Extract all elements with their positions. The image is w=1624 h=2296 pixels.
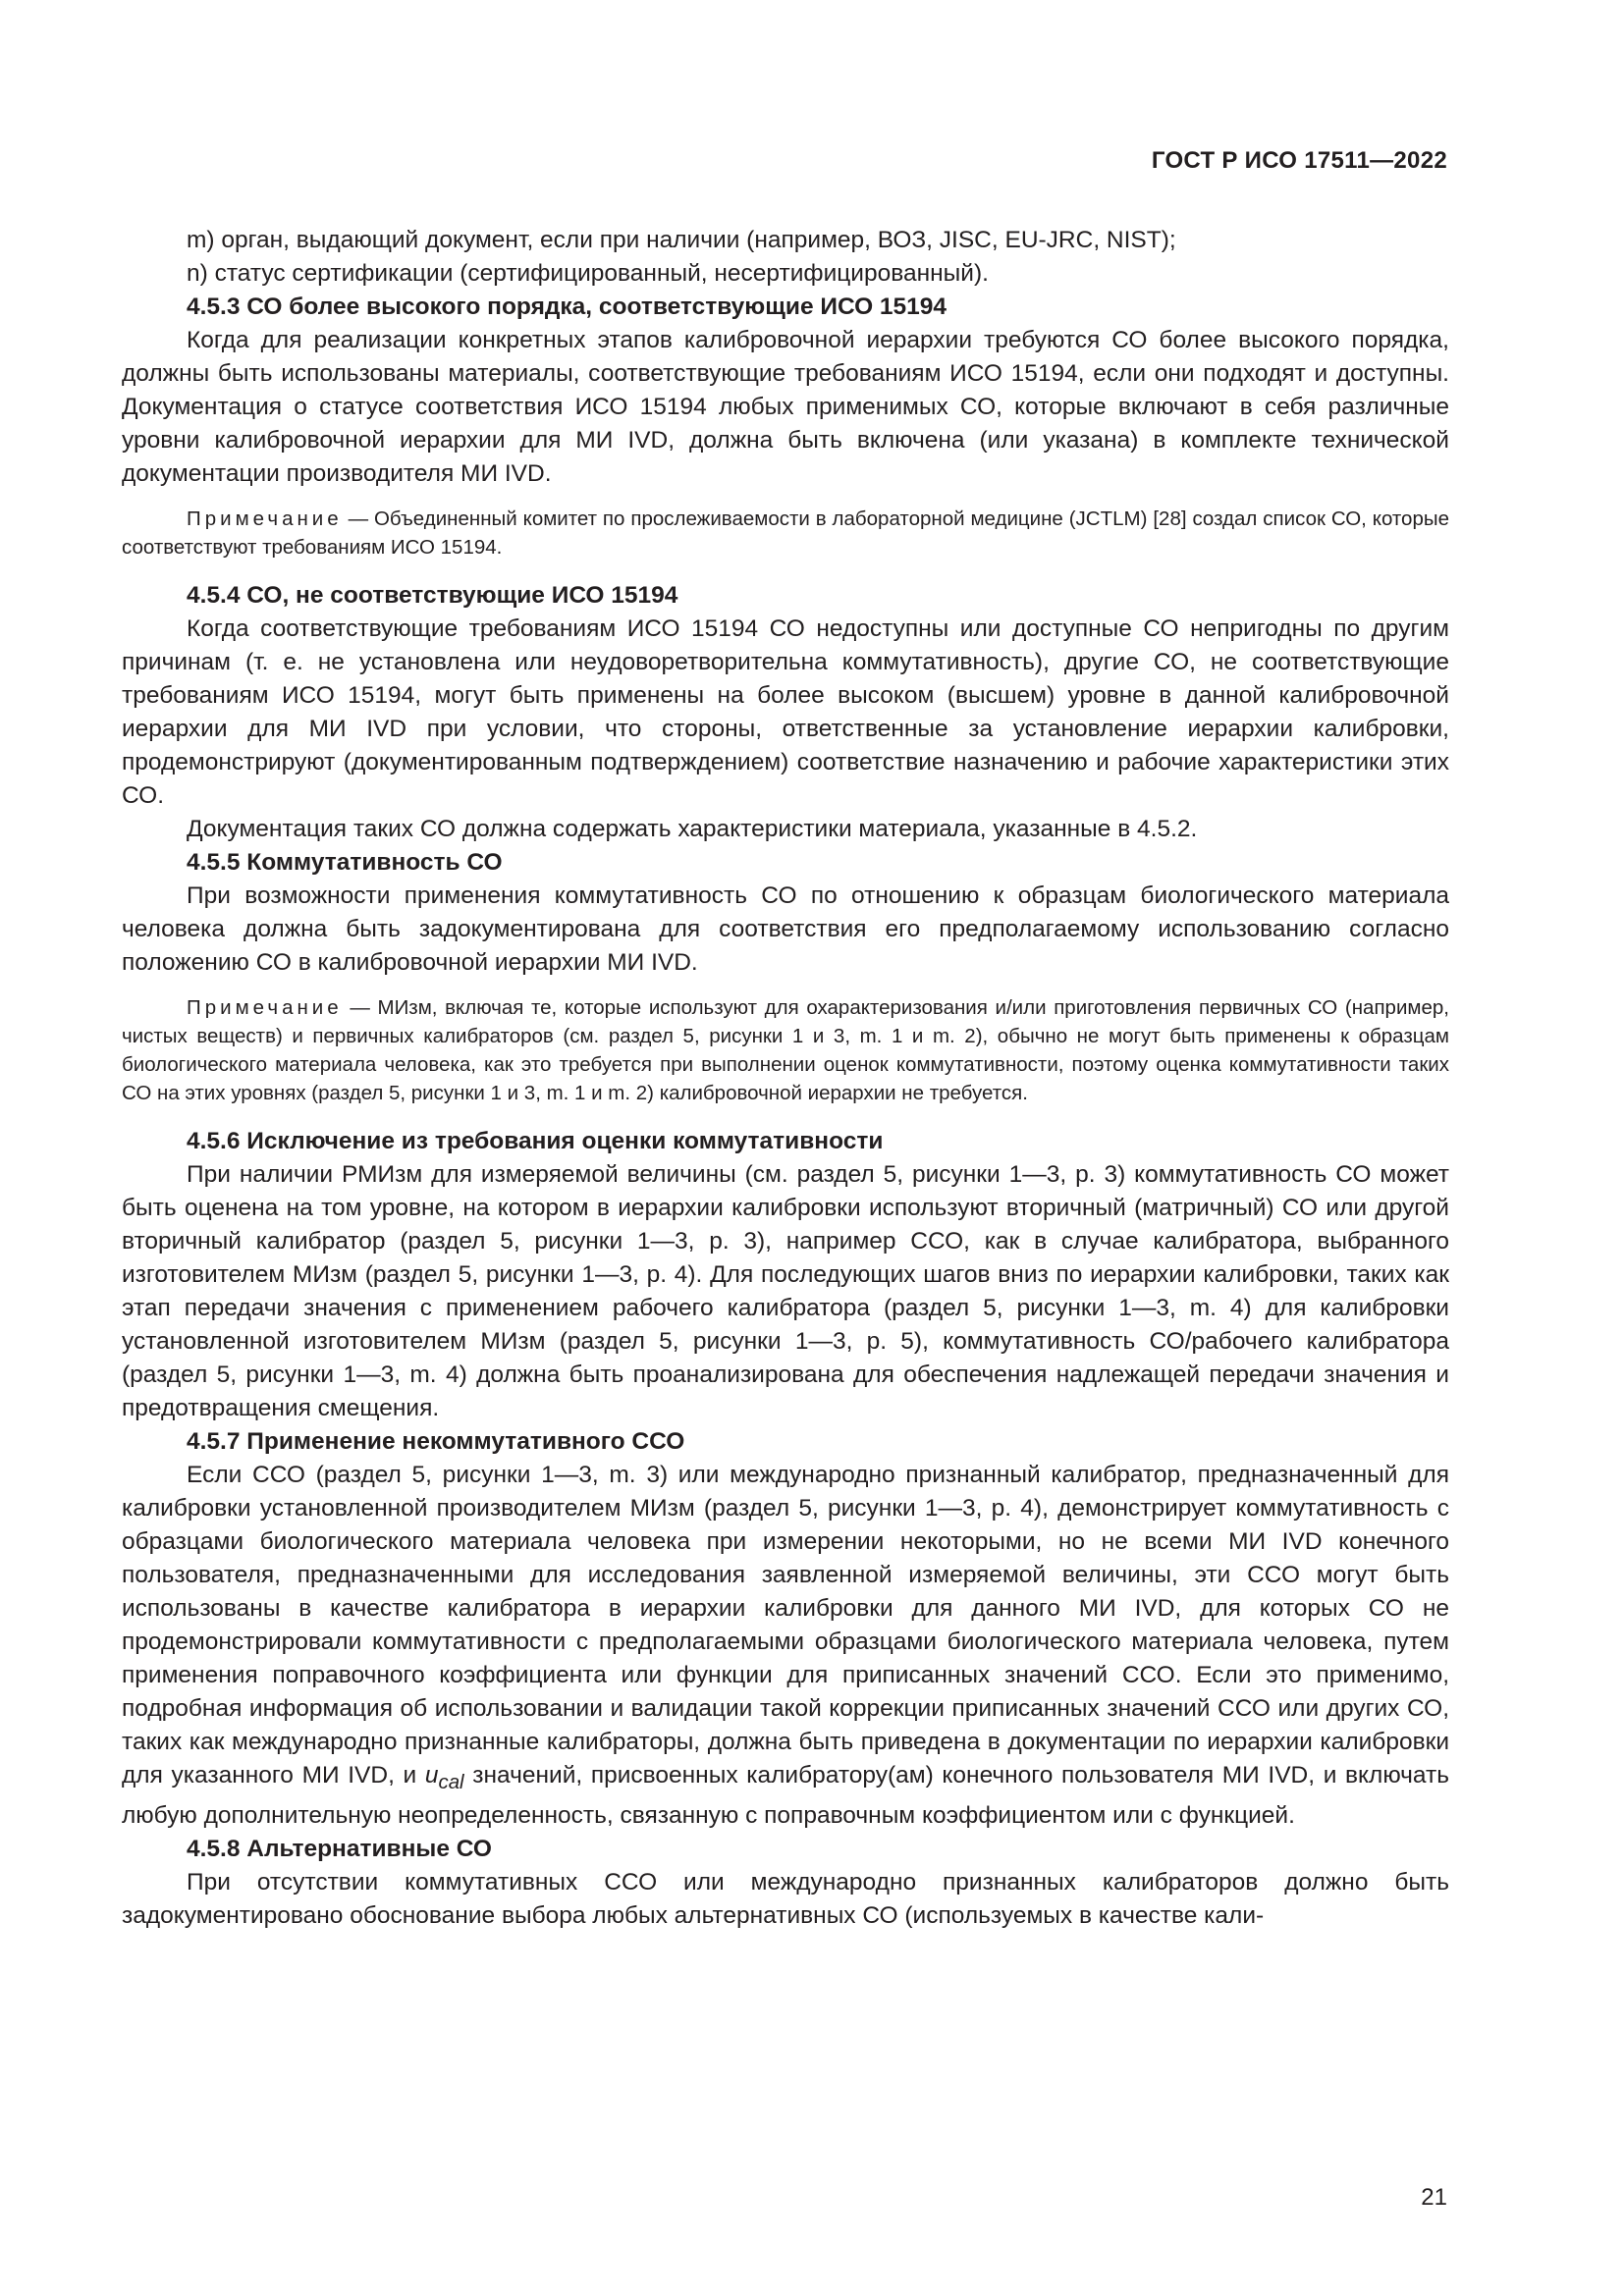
section-4-5-8-heading: 4.5.8 Альтернативные СО — [187, 1835, 492, 1862]
section-4-5-5-note — [122, 993, 1449, 1107]
section-4-5-3-paragraph: Когда для реализации конкретных этапов калибровочной иерархии требуются СО более высокого порядка, должны быть использованы материалы, соответствующие требованиям ИСО 15194, если они подходят и доступны. Документация о статусе соответствия ИСО 15194 любых применимых СО, которые включают в себя различные уровни калибровочной иерархии для МИ IVD, должна быть включена (или указана) в комплекте технической документации производителя МИ IVD. — [122, 327, 1449, 487]
section-4-5-7-paragraph — [122, 1459, 1449, 1833]
uncertainty-symbol: u — [424, 1762, 439, 1789]
section-4-5-6-heading: 4.5.6 Исключение из требования оценки коммутативности — [187, 1128, 884, 1154]
list-item-n: n) статус сертификации (сертифицированный, несертифицированный). — [187, 260, 989, 287]
section-4-5-3-note — [122, 505, 1449, 561]
section-4-5-5-heading: 4.5.5 Коммутативность СО — [187, 849, 503, 876]
paragraph-text-part-1: Если ССО (раздел 5, рисунки 1—3, m. 3) или международно признанный калибратор, предназначенный для калибровки установленной производителем МИзм (раздел 5, рисунки 1—3, p. 4), демонстрирует коммутативность с образцами биологического материала человека при измерении некоторыми, но не всеми МИ IVD конечного пользователя, предназначенными для исследования заявленной измеряемой величины, эти ССО могут быть использованы в качестве калибратора в иерархии калибровки для данного МИ IVD, для которых СО не продемонстрировали коммутативности с предполагаемыми образцами биологического материала человека, путем применения поправочного коэффициента или функции для приписанных значений ССО. Если это применимо, подробная информация об использовании и валидации такой коррекции приписанных значений ССО или других СО, таких как международно признанные калибраторы, должна быть приведена в документации по иерархии калибровки для указанного МИ IVD, и — [122, 1462, 1449, 1789]
note-label: Примечание — [187, 996, 343, 1019]
page-content — [122, 224, 1449, 1933]
page-number: 21 — [1421, 2184, 1447, 2211]
paragraph-text-part-2: значений, присвоенных калибратору(ам) конечного пользователя МИ IVD, и включать любую дополнительную неопределенность, связанную с поправочным коэффициентом или с функцией. — [122, 1762, 1450, 1829]
section-4-5-4-paragraph-2: Документация таких СО должна содержать характеристики материала, указанные в 4.5.2. — [187, 816, 1198, 842]
section-4-5-3-heading: 4.5.3 СО более высокого порядка, соответствующие ИСО 15194 — [187, 294, 947, 320]
document-code-header: ГОСТ Р ИСО 17511—2022 — [1151, 147, 1447, 174]
section-4-5-4-paragraph-1: Когда соответствующие требованиям ИСО 15194 СО недоступны или доступные СО непригодны по другим причинам (т. е. не установлена или неудоворетворительна коммутативность), другие СО, не соответствующие требованиям ИСО 15194, могут быть применены на более высоком (высшем) уровне в данной калибровочной иерархии для МИ IVD при условии, что стороны, ответственные за установление иерархии калибровки, продемонстрируют (документированным подтверждением) соответствие назначению и рабочие характеристики этих СО. — [122, 615, 1449, 809]
note-text: — МИзм, включая те, которые используют для охарактеризования и/или приготовления первичных СО (например, чистых веществ) и первичных калибраторов (см. раздел 5, рисунки 1 и 3, m. 1 и m. 2), обычно не могут быть применены к образцам биологического материала человека, как это требуется при выполнении оценок коммутативности, поэтому оценка коммутативности таких СО на этих уровнях (раздел 5, рисунки 1 и 3, m. 1 и m. 2) калибровочной иерархии не требуется. — [122, 996, 1449, 1104]
uncertainty-symbol-subscript: cal — [438, 1771, 464, 1793]
note-text: — Объединенный комитет по прослеживаемости в лабораторной медицине (JCTLM) [28] создал список СО, которые соответствуют требованиям ИСО 15194. — [122, 507, 1449, 559]
section-4-5-8-paragraph: При отсутствии коммутативных ССО или международно признанных калибраторов должно быть задокументировано обоснование выбора любых альтернативных СО (используемых в качестве кали- — [122, 1868, 1449, 1929]
list-item-m: m) орган, выдающий документ, если при наличии (например, ВОЗ, JISC, EU-JRC, NIST); — [187, 227, 1176, 253]
section-4-5-4-heading: 4.5.4 СО, не соответствующие ИСО 15194 — [187, 582, 678, 609]
section-4-5-5-paragraph: При возможности применения коммутативность СО по отношению к образцам биологического материала человека должна быть задокументирована для соответствия его предполагаемому использованию согласно положению СО в калибровочной иерархии МИ IVD. — [122, 882, 1449, 976]
section-4-5-6-paragraph: При наличии РМИзм для измеряемой величины (см. раздел 5, рисунки 1—3, p. 3) коммутативность СО может быть оценена на том уровне, на котором в иерархии калибровки используют вторичный (матричный) СО или другой вторичный калибратор (раздел 5, рисунки 1—3, p. 3), например ССО, как в случае калибратора, выбранного изготовителем МИзм (раздел 5, рисунки 1—3, p. 4). Для последующих шагов вниз по иерархии калибровки, таких как этап передачи значения с применением рабочего калибратора (раздел 5, рисунки 1—3, m. 4) для калибровки установленной изготовителем МИзм (раздел 5, рисунки 1—3, p. 5), коммутативность СО/рабочего калибратора (раздел 5, рисунки 1—3, m. 4) должна быть проанализирована для обеспечения надлежащей передачи значения и предотвращения смещения. — [122, 1161, 1449, 1421]
section-4-5-7-heading: 4.5.7 Применение некоммутативного ССО — [187, 1428, 685, 1455]
note-label: Примечание — [187, 507, 343, 530]
